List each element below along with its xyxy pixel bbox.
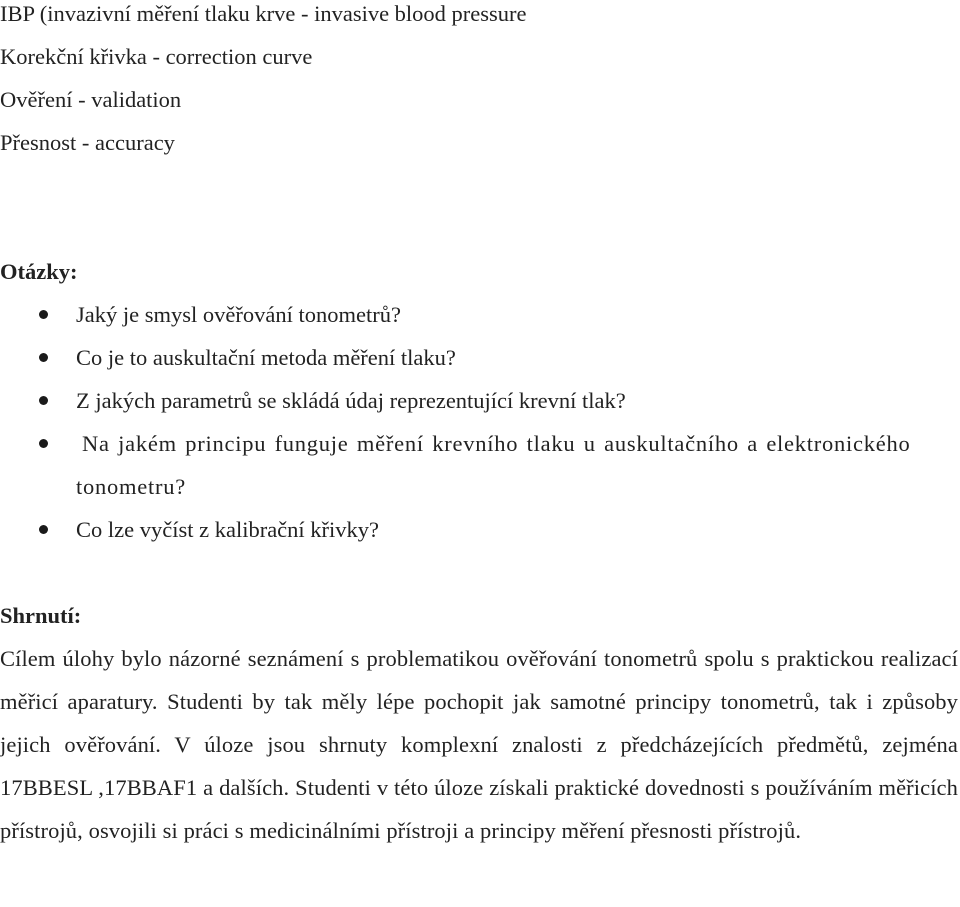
section-gap — [0, 551, 958, 594]
term-line: Korekční křivka - correction curve — [0, 44, 313, 69]
question-text: Z jakých parametrů se skládá údaj reprezentující krevní tlak? — [76, 388, 626, 413]
question-text: Jaký je smysl ověřování tonometrů? — [76, 302, 401, 327]
list-item — [0, 336, 958, 379]
question-text-continuation: tonometru? — [76, 474, 186, 499]
bullet-icon — [39, 439, 48, 448]
bullet-icon — [39, 310, 48, 319]
summary-heading: Shrnutí: — [0, 603, 82, 628]
list-item — [0, 293, 958, 336]
term-line: Ověření - validation — [0, 87, 182, 112]
summary-paragraph: Cílem úlohy bylo názorné seznámení s problematikou ověřování tonometrů spolu s praktickou realizací měřicí aparatury. Studenti by tak měly lépe pochopit jak samotné principy tonometrů, tak i způsoby jejich ověřování. V úloze jsou shrnuty komplexní znalosti z předcházejících předmětů, zejména 17BBESL ,17BBAF1 a dalších. Studenti v této úloze získali praktické dovednosti s používáním měřicích přístrojů, osvojili si práci s medicinálními přístroji a principy měření přesnosti přístrojů. — [0, 646, 958, 843]
questions-list — [0, 293, 958, 551]
bullet-icon — [39, 353, 48, 362]
question-text: Na jakém principu funguje měření krevního tlaku u auskultačního a elektronického — [82, 431, 911, 456]
list-item — [0, 422, 958, 508]
terms-list — [0, 0, 958, 164]
section-gap — [0, 164, 958, 250]
questions-heading: Otázky: — [0, 259, 78, 284]
term-line: Přesnost - accuracy — [0, 130, 175, 155]
summary-section — [0, 637, 958, 852]
term-line: IBP (invazivní měření tlaku krve - invasive blood pressure — [0, 1, 527, 26]
list-item — [0, 508, 958, 551]
bullet-icon — [39, 396, 48, 405]
question-text: Co je to auskultační metoda měření tlaku? — [76, 345, 456, 370]
list-item — [0, 379, 958, 422]
question-text: Co lze vyčíst z kalibrační křivky? — [76, 517, 380, 542]
bullet-icon — [39, 525, 48, 534]
